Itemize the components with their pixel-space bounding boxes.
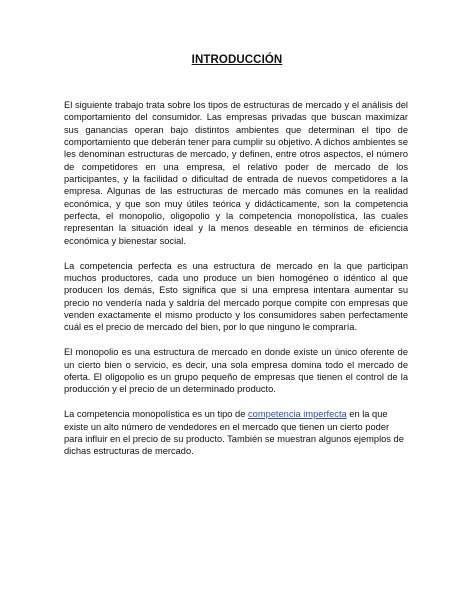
document-body	[64, 99, 408, 470]
competencia-imperfecta-link[interactable]: competencia imperfecta	[248, 409, 347, 420]
paragraph-monopolio: El monopolio es una estructura de mercado en donde existe un único oferente de un cierto bien o servicio, es decir, una sola empresa domina todo el mercado de oferta. El oligopolio es un grupo pequeño de empresas que tienen el control de la producción y el precio de un determinado producto.	[64, 347, 408, 395]
paragraph-text-before-link: La competencia monopolística es un tipo de	[64, 409, 248, 420]
paragraph-text-after-link: en la que existe un alto número de vendedores en el mercado que tienen un cierto poder para influir en el precio de su producto. También se muestran algunos ejemplos de dichas estructuras de mercado.	[64, 409, 404, 457]
paragraph-competencia-perfecta: La competencia perfecta es una estructura de mercado en la que participan muchos productores, cada uno produce un bien homogéneo o idéntico al que producen los demás, Esto significa que si una empresa intentara aumentar su precio no vendería nada y saldría del mercado porque compite con empresas que venden exactamente el mismo producto y los consumidores saben perfectamente cuál es el precio de mercado del bien, por lo que ninguno le compraría.	[64, 260, 408, 333]
paragraph-competencia-monopolistica	[64, 408, 408, 457]
paragraph-intro: El siguiente trabajo trata sobre los tipos de estructuras de mercado y el análisis del comportamiento del consumidor. Las empresas privadas que buscan maximizar sus ganancias operan bajo distintos ambientes que determinan el tipo de comportamiento que deberán tener para cumplir su objetivo. A dichos ambientes se les denominan estructuras de mercado, y definen, entre otros aspectos, el número de competidores en una empresa, el relativo poder de mercado de los participantes, y la facilidad o dificultad de entrada de nuevos competidores a la empresa. Algunas de las estructuras de mercado más comunes en la realidad económica, y que son muy útiles teórica y didácticamente, son la competencia perfecta, el monopolio, oligopolio y la competencia monopolística, las cuales representan la situación ideal y la menos deseable en términos de eficiencia económica y bienestar social.	[64, 100, 408, 246]
document-title: INTRODUCCIÓN	[191, 54, 283, 66]
